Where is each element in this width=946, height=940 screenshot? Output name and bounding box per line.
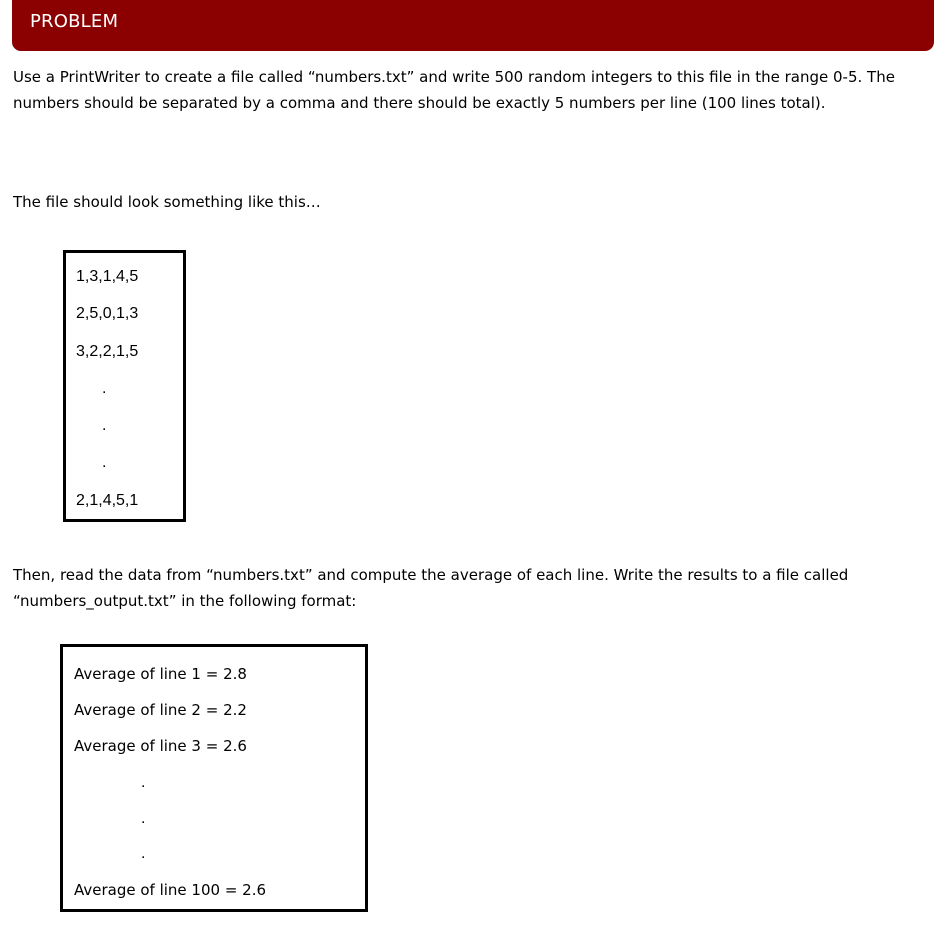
example-last-line: 2,1,4,5,1	[76, 492, 139, 509]
output-file-example	[60, 644, 368, 912]
example-line-2: 2,5,0,1,3	[76, 305, 139, 322]
output-ellipsis-dot-1: .	[141, 774, 146, 791]
ellipsis-dot-2: .	[102, 417, 107, 434]
output-line-1: Average of line 1 = 2.8	[74, 665, 247, 683]
output-line-3: Average of line 3 = 2.6	[74, 737, 247, 755]
problem-header	[12, 0, 934, 51]
ellipsis-dot-1: .	[102, 380, 107, 397]
instruction-paragraph-1: Use a PrintWriter to create a file called “numbers.txt” and write 500 random integers to this file in the range 0-5. The numbers should be separated by a comma and there should be exactly 5 numbers per line (100 lines total).	[13, 68, 895, 112]
ellipsis-dot-3: .	[102, 454, 107, 471]
example-line-1: 1,3,1,4,5	[76, 268, 139, 285]
output-ellipsis-dot-3: .	[141, 845, 146, 862]
output-ellipsis-dot-2: .	[141, 810, 146, 827]
instruction-paragraph-2: The file should look something like this…	[13, 193, 321, 211]
output-last-line: Average of line 100 = 2.6	[74, 881, 267, 899]
output-line-2: Average of line 2 = 2.2	[74, 701, 247, 719]
numbers-file-example	[63, 250, 186, 522]
instruction-paragraph-3: Then, read the data from “numbers.txt” and compute the average of each line. Write the results to a file called “numbers_output.txt” in the following format:	[13, 566, 849, 610]
example-line-3: 3,2,2,1,5	[76, 343, 139, 360]
header-title: PROBLEM	[30, 11, 119, 32]
